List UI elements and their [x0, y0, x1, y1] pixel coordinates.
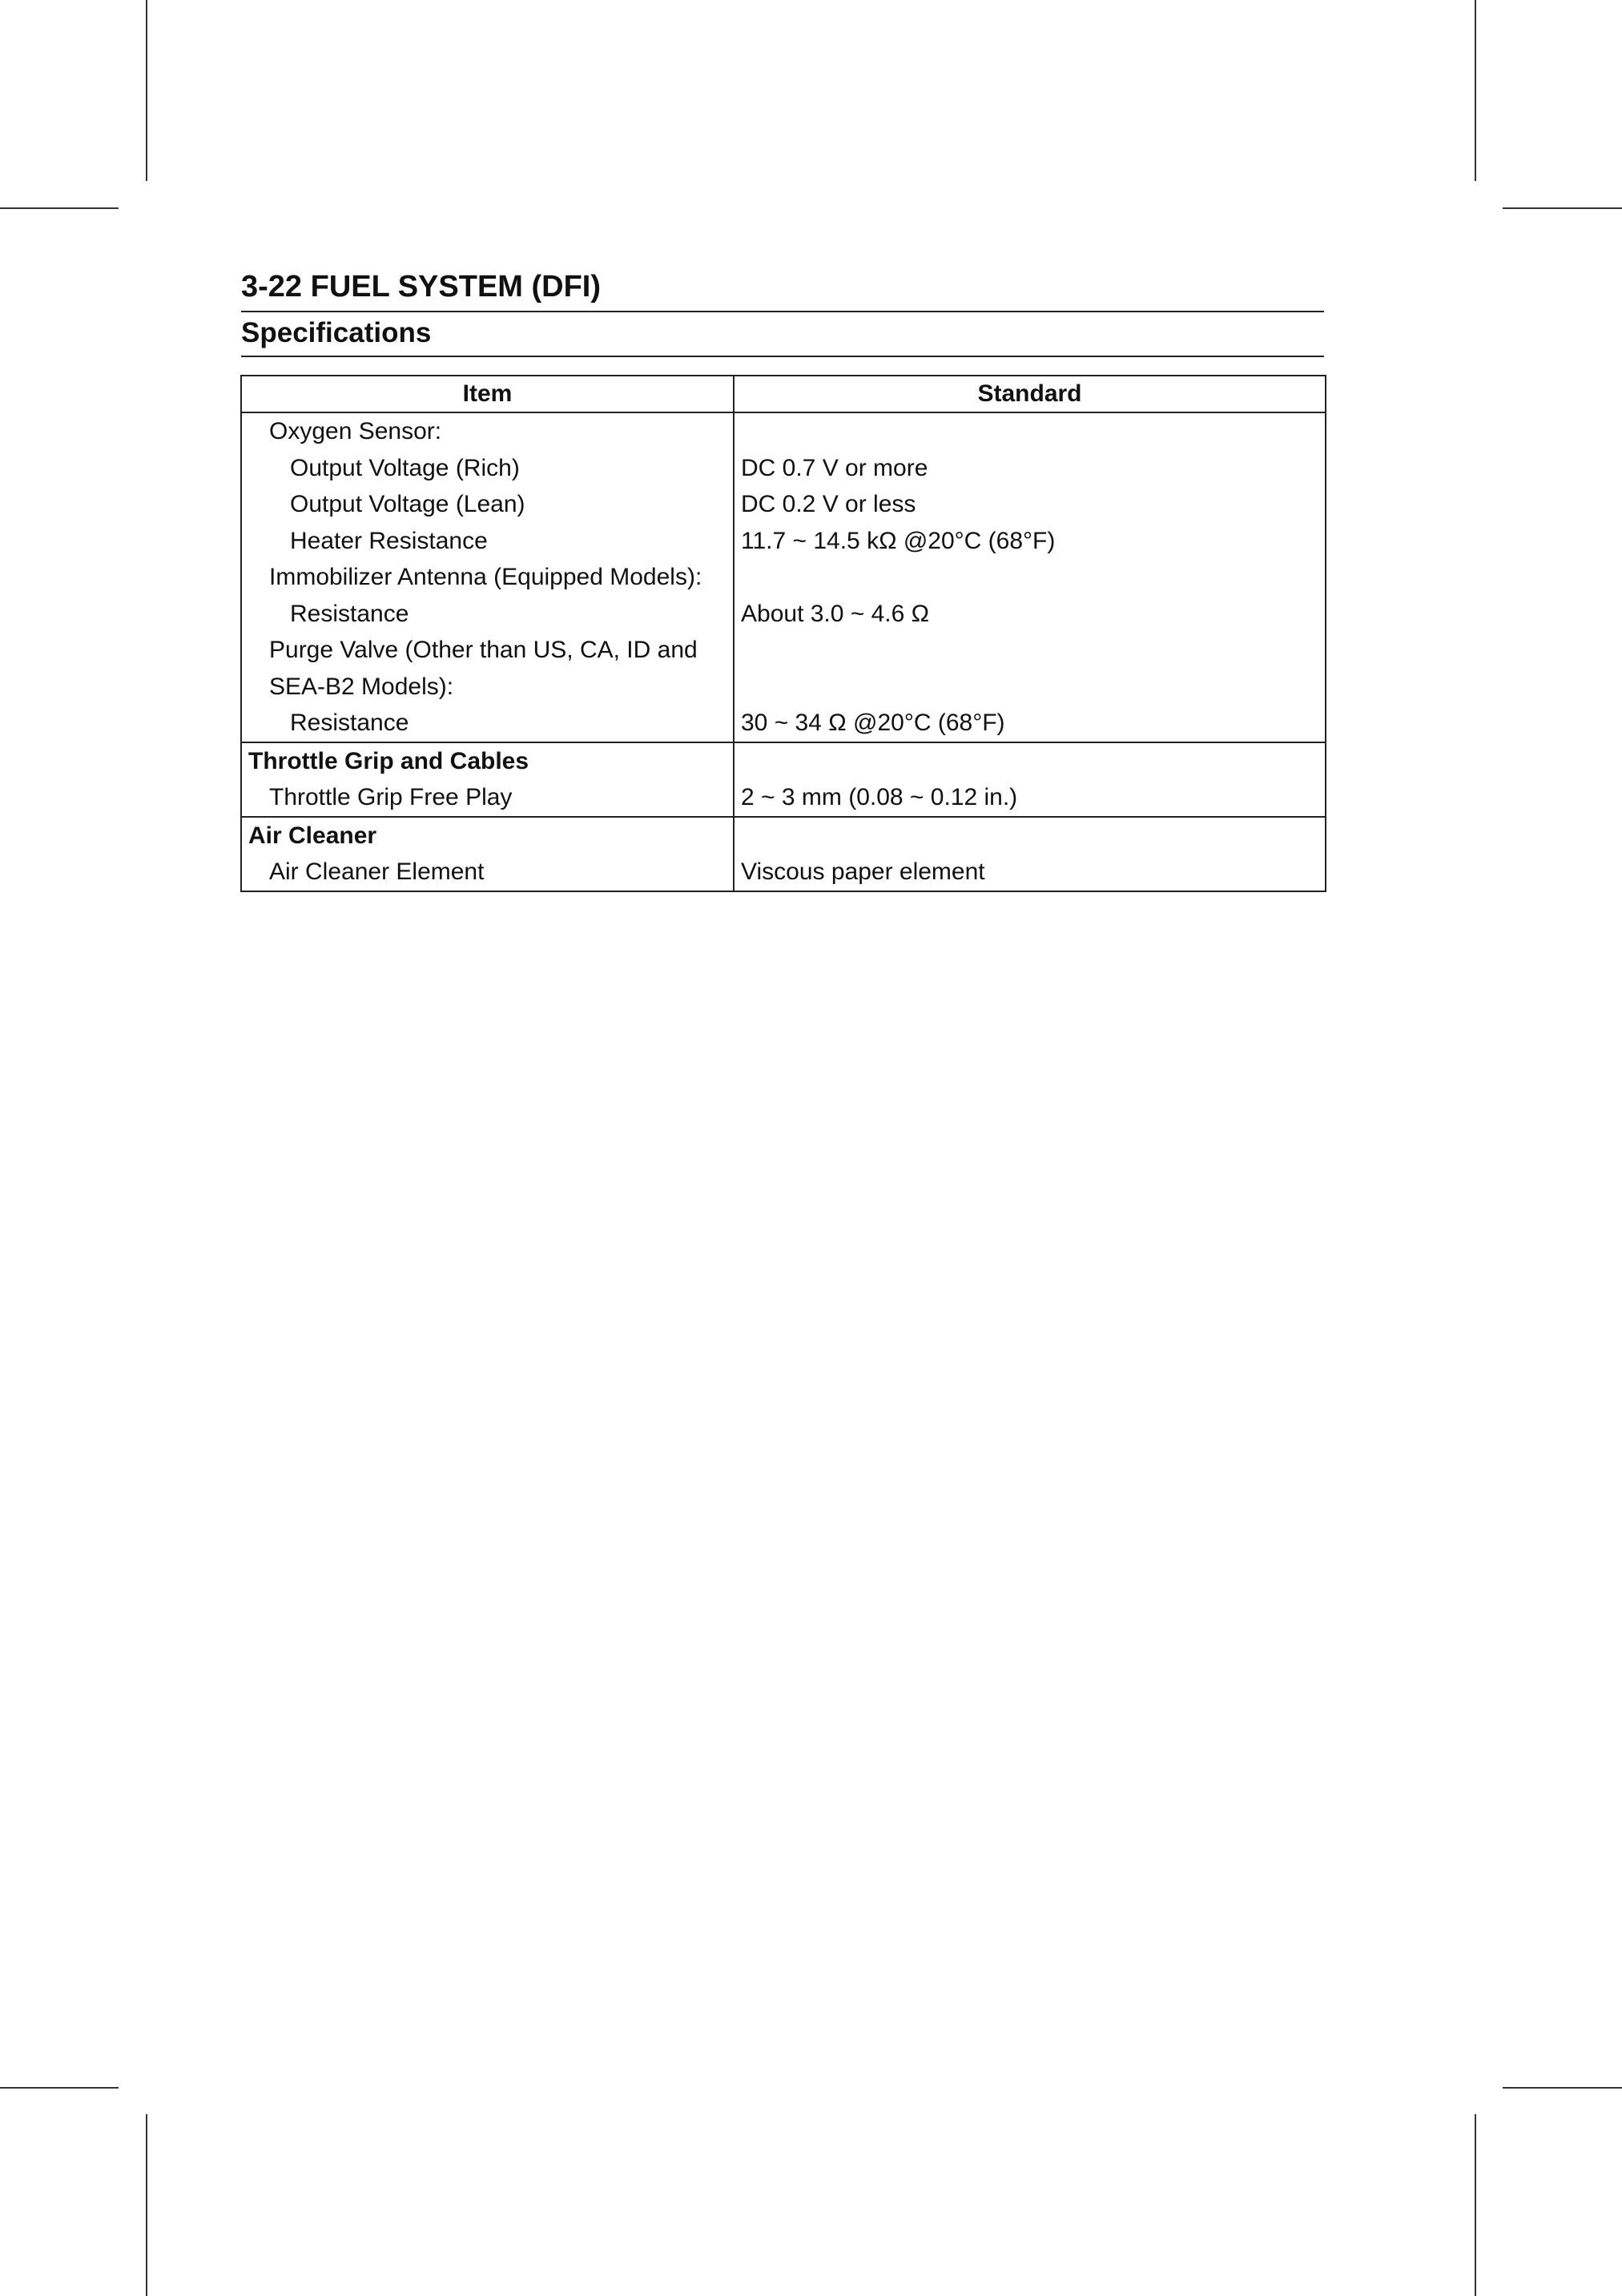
- crop-mark-bottom-left-horizontal: [0, 2087, 119, 2089]
- row-value-output-voltage-rich: DC 0.7 V or more: [741, 454, 928, 481]
- row-value-air-cleaner: [735, 818, 1325, 854]
- table-header-row: [241, 376, 1326, 412]
- row-value-throttle-grip-free-play: 2 ~ 3 mm (0.08 ~ 0.12 in.): [741, 784, 1018, 810]
- row-value-output-voltage-lean: DC 0.2 V or less: [741, 491, 916, 517]
- row-item-throttle-grip-and-cables: Throttle Grip and Cables: [248, 747, 529, 774]
- row-item-air-cleaner-element: Air Cleaner Element: [269, 858, 485, 885]
- crop-mark-top-left-horizontal: [0, 207, 119, 209]
- crop-mark-top-right-vertical: [1475, 0, 1476, 181]
- row-value-immobilizer-resistance: About 3.0 ~ 4.6 Ω: [741, 600, 930, 627]
- item-cell: [241, 817, 734, 891]
- standard-cell: [734, 412, 1326, 742]
- crop-mark-bottom-right-vertical: [1475, 2114, 1476, 2296]
- standard-cell: [734, 742, 1326, 817]
- column-header-standard: Standard: [734, 376, 1326, 412]
- table-group-sensors: [241, 412, 1326, 742]
- item-cell: [241, 742, 734, 817]
- row-value-air-cleaner-element: Viscous paper element: [741, 858, 985, 885]
- specifications-table: [240, 375, 1326, 892]
- row-item-air-cleaner: Air Cleaner: [248, 822, 377, 849]
- row-item-throttle-grip-free-play: Throttle Grip Free Play: [269, 784, 513, 810]
- section-title: Specifications: [241, 317, 432, 348]
- row-item-immobilizer-resistance: Resistance: [290, 600, 409, 627]
- row-item-immobilizer-antenna: Immobilizer Antenna (Equipped Models):: [269, 564, 702, 590]
- row-value-purge-valve: [735, 632, 1325, 705]
- table-row: [241, 817, 1326, 891]
- page-title: 3-22 FUEL SYSTEM (DFI): [241, 270, 602, 304]
- row-item-output-voltage-lean: Output Voltage (Lean): [290, 491, 525, 517]
- table-header: [241, 376, 1326, 412]
- row-item-oxygen-sensor: Oxygen Sensor:: [269, 418, 442, 444]
- crop-mark-bottom-left-vertical: [146, 2114, 147, 2296]
- row-value-oxygen-sensor: [735, 413, 1325, 450]
- standard-cell: [734, 817, 1326, 891]
- row-item-purge-valve-resistance: Resistance: [290, 710, 409, 736]
- crop-mark-bottom-right-horizontal: [1503, 2087, 1622, 2089]
- row-value-immobilizer-antenna: [735, 559, 1325, 596]
- row-value-heater-resistance: 11.7 ~ 14.5 kΩ @20°C (68°F): [741, 527, 1056, 554]
- row-item-purge-valve: Purge Valve (Other than US, CA, ID and SEA-B2 Models):: [269, 637, 698, 700]
- row-value-purge-valve-resistance: 30 ~ 34 Ω @20°C (68°F): [741, 710, 1005, 736]
- crop-mark-top-left-vertical: [146, 0, 147, 181]
- table-group-throttle: [241, 742, 1326, 817]
- row-value-throttle-grip-and-cables: [735, 743, 1325, 780]
- column-header-item: Item: [241, 376, 734, 412]
- table-row: [241, 742, 1326, 817]
- crop-mark-top-right-horizontal: [1503, 207, 1622, 209]
- item-cell: [241, 412, 734, 742]
- table-group-air-cleaner: [241, 817, 1326, 891]
- row-item-heater-resistance: Heater Resistance: [290, 527, 488, 554]
- section-rule: [241, 356, 1324, 357]
- page-header: [241, 263, 1324, 357]
- table-row: [241, 412, 1326, 742]
- row-item-output-voltage-rich: Output Voltage (Rich): [290, 454, 520, 481]
